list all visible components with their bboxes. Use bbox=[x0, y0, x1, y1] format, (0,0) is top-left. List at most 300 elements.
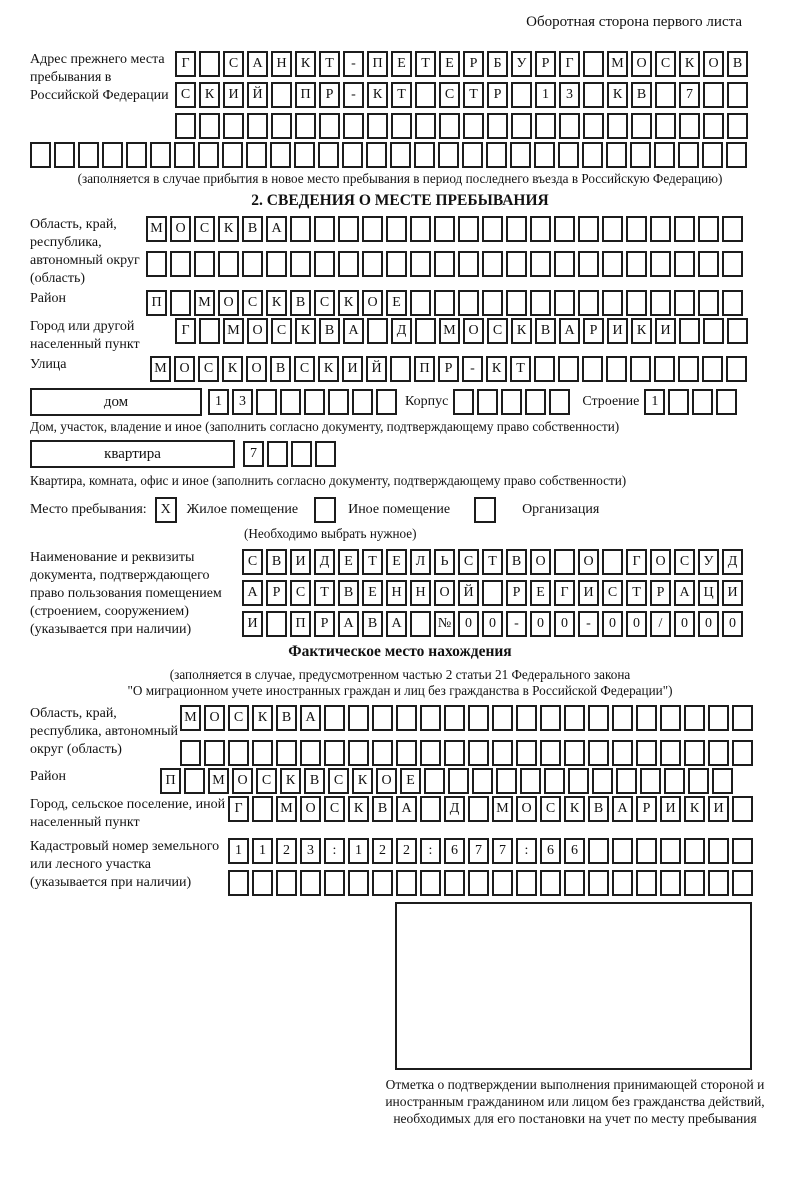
char-cell[interactable] bbox=[540, 870, 561, 896]
char-cell[interactable] bbox=[660, 838, 681, 864]
char-cell[interactable] bbox=[390, 356, 411, 382]
char-cell[interactable]: В bbox=[362, 611, 383, 637]
char-cell[interactable] bbox=[271, 82, 292, 108]
char-cell[interactable] bbox=[180, 740, 201, 766]
char-cell[interactable] bbox=[434, 290, 455, 316]
char-cell[interactable]: О bbox=[218, 290, 239, 316]
char-cell[interactable]: 1 bbox=[348, 838, 369, 864]
char-cell[interactable] bbox=[280, 389, 301, 415]
char-cell[interactable]: 1 bbox=[208, 389, 229, 415]
char-cell[interactable] bbox=[592, 768, 613, 794]
char-cell[interactable]: С bbox=[328, 768, 349, 794]
char-cell[interactable]: Е bbox=[386, 290, 407, 316]
char-cell[interactable]: 1 bbox=[644, 389, 665, 415]
char-cell[interactable]: В bbox=[242, 216, 263, 242]
char-cell[interactable] bbox=[664, 768, 685, 794]
char-cell[interactable]: 7 bbox=[243, 441, 264, 467]
char-cell[interactable]: Е bbox=[338, 549, 359, 575]
char-cell[interactable]: А bbox=[247, 51, 268, 77]
char-cell[interactable] bbox=[674, 216, 695, 242]
char-cell[interactable]: Т bbox=[319, 51, 340, 77]
char-cell[interactable] bbox=[549, 389, 570, 415]
char-cell[interactable]: К bbox=[486, 356, 507, 382]
char-cell[interactable] bbox=[636, 705, 657, 731]
char-cell[interactable]: Ц bbox=[698, 580, 719, 606]
char-cell[interactable] bbox=[342, 142, 363, 168]
char-cell[interactable] bbox=[588, 740, 609, 766]
char-cell[interactable]: Р bbox=[487, 82, 508, 108]
char-cell[interactable] bbox=[30, 142, 51, 168]
char-cell[interactable]: М bbox=[439, 318, 460, 344]
char-cell[interactable]: Н bbox=[410, 580, 431, 606]
char-cell[interactable] bbox=[535, 113, 556, 139]
char-cell[interactable]: К bbox=[266, 290, 287, 316]
char-cell[interactable] bbox=[328, 389, 349, 415]
char-cell[interactable] bbox=[612, 740, 633, 766]
char-cell[interactable] bbox=[708, 705, 729, 731]
char-cell[interactable] bbox=[199, 113, 220, 139]
char-cell[interactable] bbox=[554, 290, 575, 316]
char-cell[interactable] bbox=[439, 113, 460, 139]
char-cell[interactable] bbox=[698, 251, 719, 277]
char-cell[interactable] bbox=[348, 740, 369, 766]
char-cell[interactable] bbox=[606, 356, 627, 382]
char-cell[interactable] bbox=[54, 142, 75, 168]
char-cell[interactable] bbox=[462, 142, 483, 168]
char-cell[interactable] bbox=[362, 216, 383, 242]
char-cell[interactable]: К bbox=[607, 82, 628, 108]
char-cell[interactable] bbox=[174, 142, 195, 168]
char-cell[interactable] bbox=[482, 290, 503, 316]
char-cell[interactable] bbox=[223, 113, 244, 139]
char-cell[interactable]: : bbox=[324, 838, 345, 864]
char-cell[interactable] bbox=[175, 113, 196, 139]
char-cell[interactable]: К bbox=[348, 796, 369, 822]
char-cell[interactable] bbox=[252, 870, 273, 896]
char-cell[interactable]: Р bbox=[636, 796, 657, 822]
char-cell[interactable] bbox=[420, 870, 441, 896]
char-cell[interactable] bbox=[319, 113, 340, 139]
char-cell[interactable]: Й bbox=[458, 580, 479, 606]
char-cell[interactable]: К bbox=[352, 768, 373, 794]
char-cell[interactable] bbox=[315, 441, 336, 467]
char-cell[interactable]: 2 bbox=[372, 838, 393, 864]
char-cell[interactable] bbox=[534, 356, 555, 382]
char-cell[interactable] bbox=[338, 251, 359, 277]
char-cell[interactable]: 7 bbox=[468, 838, 489, 864]
char-cell[interactable] bbox=[198, 142, 219, 168]
char-cell[interactable] bbox=[698, 216, 719, 242]
char-cell[interactable] bbox=[410, 290, 431, 316]
char-cell[interactable]: О bbox=[463, 318, 484, 344]
char-cell[interactable]: К bbox=[684, 796, 705, 822]
char-cell[interactable]: К bbox=[252, 705, 273, 731]
char-cell[interactable] bbox=[410, 251, 431, 277]
char-cell[interactable]: Р bbox=[650, 580, 671, 606]
char-cell[interactable] bbox=[415, 318, 436, 344]
char-cell[interactable] bbox=[727, 113, 748, 139]
char-cell[interactable]: 7 bbox=[492, 838, 513, 864]
char-cell[interactable]: С bbox=[223, 51, 244, 77]
char-cell[interactable]: Б bbox=[487, 51, 508, 77]
char-cell[interactable] bbox=[266, 611, 287, 637]
char-cell[interactable] bbox=[486, 142, 507, 168]
char-cell[interactable] bbox=[732, 838, 753, 864]
char-cell[interactable] bbox=[612, 705, 633, 731]
char-cell[interactable] bbox=[424, 768, 445, 794]
char-cell[interactable] bbox=[170, 251, 191, 277]
char-cell[interactable] bbox=[348, 705, 369, 731]
char-cell[interactable]: И bbox=[342, 356, 363, 382]
char-cell[interactable] bbox=[290, 251, 311, 277]
char-cell[interactable] bbox=[276, 870, 297, 896]
char-cell[interactable] bbox=[472, 768, 493, 794]
char-cell[interactable] bbox=[170, 290, 191, 316]
char-cell[interactable]: Г bbox=[626, 549, 647, 575]
char-cell[interactable] bbox=[448, 768, 469, 794]
char-cell[interactable]: К bbox=[564, 796, 585, 822]
char-cell[interactable]: С bbox=[271, 318, 292, 344]
char-cell[interactable] bbox=[146, 251, 167, 277]
char-cell[interactable] bbox=[534, 142, 555, 168]
char-cell[interactable] bbox=[468, 796, 489, 822]
char-cell[interactable] bbox=[352, 389, 373, 415]
char-cell[interactable] bbox=[702, 356, 723, 382]
char-cell[interactable]: А bbox=[266, 216, 287, 242]
char-cell[interactable]: С bbox=[290, 580, 311, 606]
char-cell[interactable] bbox=[554, 549, 575, 575]
char-cell[interactable] bbox=[510, 142, 531, 168]
char-cell[interactable] bbox=[684, 870, 705, 896]
char-cell[interactable] bbox=[540, 740, 561, 766]
char-cell[interactable]: К bbox=[218, 216, 239, 242]
char-cell[interactable] bbox=[506, 251, 527, 277]
char-cell[interactable]: Р bbox=[535, 51, 556, 77]
char-cell[interactable] bbox=[324, 870, 345, 896]
char-cell[interactable]: С bbox=[198, 356, 219, 382]
char-cell[interactable] bbox=[626, 290, 647, 316]
char-cell[interactable] bbox=[222, 142, 243, 168]
char-cell[interactable] bbox=[588, 838, 609, 864]
char-cell[interactable] bbox=[602, 290, 623, 316]
char-cell[interactable] bbox=[410, 216, 431, 242]
char-cell[interactable] bbox=[674, 290, 695, 316]
char-cell[interactable]: Н bbox=[271, 51, 292, 77]
char-cell[interactable] bbox=[654, 142, 675, 168]
char-cell[interactable]: И bbox=[655, 318, 676, 344]
char-cell[interactable] bbox=[300, 740, 321, 766]
char-cell[interactable]: 0 bbox=[554, 611, 575, 637]
char-cell[interactable]: № bbox=[434, 611, 455, 637]
char-cell[interactable]: 0 bbox=[674, 611, 695, 637]
char-cell[interactable] bbox=[511, 113, 532, 139]
char-cell[interactable] bbox=[727, 82, 748, 108]
char-cell[interactable] bbox=[372, 705, 393, 731]
char-cell[interactable] bbox=[102, 142, 123, 168]
char-cell[interactable]: С bbox=[655, 51, 676, 77]
char-cell[interactable]: 6 bbox=[564, 838, 585, 864]
char-cell[interactable]: О bbox=[170, 216, 191, 242]
char-cell[interactable] bbox=[444, 740, 465, 766]
char-cell[interactable]: О bbox=[300, 796, 321, 822]
char-cell[interactable]: С bbox=[314, 290, 335, 316]
char-cell[interactable]: Д bbox=[722, 549, 743, 575]
char-cell[interactable] bbox=[266, 251, 287, 277]
char-cell[interactable]: П bbox=[367, 51, 388, 77]
char-cell[interactable]: Р bbox=[463, 51, 484, 77]
char-cell[interactable]: И bbox=[578, 580, 599, 606]
char-cell[interactable]: С bbox=[602, 580, 623, 606]
char-cell[interactable]: - bbox=[343, 82, 364, 108]
char-cell[interactable]: Т bbox=[463, 82, 484, 108]
char-cell[interactable]: М bbox=[208, 768, 229, 794]
char-cell[interactable] bbox=[602, 549, 623, 575]
char-cell[interactable] bbox=[650, 216, 671, 242]
char-cell[interactable]: И bbox=[242, 611, 263, 637]
char-cell[interactable] bbox=[348, 870, 369, 896]
char-cell[interactable] bbox=[716, 389, 737, 415]
char-cell[interactable]: А bbox=[674, 580, 695, 606]
char-cell[interactable]: О bbox=[434, 580, 455, 606]
char-cell[interactable] bbox=[438, 142, 459, 168]
char-cell[interactable]: К bbox=[199, 82, 220, 108]
char-cell[interactable] bbox=[343, 113, 364, 139]
char-cell[interactable]: Д bbox=[314, 549, 335, 575]
char-cell[interactable] bbox=[612, 870, 633, 896]
char-cell[interactable] bbox=[712, 768, 733, 794]
char-cell[interactable] bbox=[708, 740, 729, 766]
char-cell[interactable]: Г bbox=[175, 51, 196, 77]
char-cell[interactable] bbox=[588, 870, 609, 896]
char-cell[interactable]: М bbox=[492, 796, 513, 822]
char-cell[interactable] bbox=[732, 796, 753, 822]
char-cell[interactable] bbox=[684, 740, 705, 766]
char-cell[interactable]: Л bbox=[410, 549, 431, 575]
char-cell[interactable]: У bbox=[511, 51, 532, 77]
char-cell[interactable]: Р bbox=[438, 356, 459, 382]
char-cell[interactable] bbox=[242, 251, 263, 277]
char-cell[interactable]: П bbox=[146, 290, 167, 316]
char-cell[interactable]: М bbox=[276, 796, 297, 822]
char-cell[interactable]: О bbox=[362, 290, 383, 316]
char-cell[interactable] bbox=[492, 870, 513, 896]
char-cell[interactable] bbox=[318, 142, 339, 168]
char-cell[interactable] bbox=[582, 142, 603, 168]
char-cell[interactable] bbox=[726, 142, 747, 168]
char-cell[interactable]: - bbox=[343, 51, 364, 77]
char-cell[interactable]: Н bbox=[386, 580, 407, 606]
char-cell[interactable] bbox=[520, 768, 541, 794]
char-cell[interactable] bbox=[583, 113, 604, 139]
char-cell[interactable] bbox=[636, 740, 657, 766]
char-cell[interactable]: В bbox=[266, 549, 287, 575]
char-cell[interactable] bbox=[722, 290, 743, 316]
char-cell[interactable]: Т bbox=[626, 580, 647, 606]
char-cell[interactable]: Е bbox=[439, 51, 460, 77]
char-cell[interactable] bbox=[444, 870, 465, 896]
char-cell[interactable] bbox=[650, 290, 671, 316]
char-cell[interactable]: 0 bbox=[626, 611, 647, 637]
char-cell[interactable] bbox=[688, 768, 709, 794]
char-cell[interactable] bbox=[530, 290, 551, 316]
char-cell[interactable]: - bbox=[462, 356, 483, 382]
char-cell[interactable]: 3 bbox=[559, 82, 580, 108]
char-cell[interactable]: М bbox=[607, 51, 628, 77]
char-cell[interactable]: 0 bbox=[698, 611, 719, 637]
char-cell[interactable] bbox=[492, 705, 513, 731]
char-cell[interactable] bbox=[420, 796, 441, 822]
char-cell[interactable] bbox=[300, 870, 321, 896]
char-cell[interactable]: В bbox=[535, 318, 556, 344]
char-cell[interactable] bbox=[150, 142, 171, 168]
char-cell[interactable] bbox=[616, 768, 637, 794]
char-cell[interactable] bbox=[722, 216, 743, 242]
char-cell[interactable]: А bbox=[300, 705, 321, 731]
char-cell[interactable] bbox=[702, 142, 723, 168]
char-cell[interactable] bbox=[732, 740, 753, 766]
char-cell[interactable] bbox=[270, 142, 291, 168]
char-cell[interactable] bbox=[501, 389, 522, 415]
char-cell[interactable]: К bbox=[679, 51, 700, 77]
char-cell[interactable] bbox=[564, 870, 585, 896]
char-cell[interactable]: Г bbox=[228, 796, 249, 822]
char-cell[interactable] bbox=[434, 216, 455, 242]
char-cell[interactable]: О bbox=[174, 356, 195, 382]
char-cell[interactable]: Р bbox=[266, 580, 287, 606]
char-cell[interactable] bbox=[525, 389, 546, 415]
char-cell[interactable]: К bbox=[367, 82, 388, 108]
char-cell[interactable]: Р bbox=[319, 82, 340, 108]
char-cell[interactable] bbox=[338, 216, 359, 242]
char-cell[interactable] bbox=[267, 441, 288, 467]
char-cell[interactable]: М bbox=[180, 705, 201, 731]
char-cell[interactable]: Й bbox=[247, 82, 268, 108]
char-cell[interactable] bbox=[558, 142, 579, 168]
char-cell[interactable] bbox=[372, 740, 393, 766]
char-cell[interactable]: 3 bbox=[232, 389, 253, 415]
char-cell[interactable]: К bbox=[280, 768, 301, 794]
char-cell[interactable]: : bbox=[420, 838, 441, 864]
checkbox-organizatsiya[interactable] bbox=[474, 497, 496, 523]
char-cell[interactable] bbox=[708, 838, 729, 864]
char-cell[interactable] bbox=[276, 740, 297, 766]
char-cell[interactable] bbox=[626, 216, 647, 242]
char-cell[interactable] bbox=[78, 142, 99, 168]
char-cell[interactable]: В bbox=[588, 796, 609, 822]
char-cell[interactable] bbox=[506, 290, 527, 316]
char-cell[interactable]: И bbox=[722, 580, 743, 606]
char-cell[interactable] bbox=[247, 113, 268, 139]
char-cell[interactable] bbox=[583, 51, 604, 77]
char-cell[interactable] bbox=[578, 251, 599, 277]
char-cell[interactable] bbox=[468, 705, 489, 731]
char-cell[interactable] bbox=[708, 870, 729, 896]
char-cell[interactable]: М bbox=[150, 356, 171, 382]
char-cell[interactable] bbox=[684, 705, 705, 731]
char-cell[interactable] bbox=[630, 142, 651, 168]
char-cell[interactable] bbox=[602, 251, 623, 277]
char-cell[interactable] bbox=[554, 251, 575, 277]
char-cell[interactable] bbox=[684, 838, 705, 864]
char-cell[interactable]: С bbox=[175, 82, 196, 108]
char-cell[interactable]: Е bbox=[391, 51, 412, 77]
char-cell[interactable]: В bbox=[506, 549, 527, 575]
char-cell[interactable] bbox=[468, 740, 489, 766]
char-cell[interactable]: В bbox=[304, 768, 325, 794]
char-cell[interactable]: В bbox=[270, 356, 291, 382]
char-cell[interactable] bbox=[366, 142, 387, 168]
char-cell[interactable] bbox=[256, 389, 277, 415]
char-cell[interactable]: Т bbox=[314, 580, 335, 606]
char-cell[interactable]: О bbox=[650, 549, 671, 575]
char-cell[interactable]: С bbox=[540, 796, 561, 822]
char-cell[interactable]: О bbox=[516, 796, 537, 822]
char-cell[interactable]: / bbox=[650, 611, 671, 637]
char-cell[interactable] bbox=[468, 870, 489, 896]
char-cell[interactable] bbox=[630, 356, 651, 382]
char-cell[interactable]: А bbox=[396, 796, 417, 822]
char-cell[interactable] bbox=[679, 113, 700, 139]
char-cell[interactable]: С bbox=[674, 549, 695, 575]
char-cell[interactable]: В bbox=[338, 580, 359, 606]
char-cell[interactable]: П bbox=[414, 356, 435, 382]
char-cell[interactable] bbox=[252, 796, 273, 822]
char-cell[interactable]: 0 bbox=[530, 611, 551, 637]
char-cell[interactable]: С bbox=[458, 549, 479, 575]
char-cell[interactable] bbox=[376, 389, 397, 415]
char-cell[interactable] bbox=[458, 251, 479, 277]
char-cell[interactable] bbox=[463, 113, 484, 139]
char-cell[interactable]: И bbox=[708, 796, 729, 822]
char-cell[interactable] bbox=[194, 251, 215, 277]
char-cell[interactable] bbox=[506, 216, 527, 242]
char-cell[interactable]: 3 bbox=[300, 838, 321, 864]
checkbox-inoe[interactable] bbox=[314, 497, 336, 523]
char-cell[interactable]: В bbox=[290, 290, 311, 316]
char-cell[interactable]: М bbox=[223, 318, 244, 344]
char-cell[interactable]: Т bbox=[482, 549, 503, 575]
checkbox-zhiloe[interactable]: X bbox=[155, 497, 177, 523]
char-cell[interactable]: И bbox=[290, 549, 311, 575]
char-cell[interactable] bbox=[458, 216, 479, 242]
char-cell[interactable] bbox=[578, 216, 599, 242]
char-cell[interactable]: Т bbox=[415, 51, 436, 77]
char-cell[interactable]: С bbox=[242, 549, 263, 575]
char-cell[interactable] bbox=[655, 82, 676, 108]
char-cell[interactable] bbox=[530, 251, 551, 277]
char-cell[interactable]: С bbox=[439, 82, 460, 108]
char-cell[interactable] bbox=[396, 705, 417, 731]
char-cell[interactable] bbox=[204, 740, 225, 766]
char-cell[interactable] bbox=[636, 838, 657, 864]
char-cell[interactable] bbox=[564, 740, 585, 766]
char-cell[interactable]: О bbox=[246, 356, 267, 382]
char-cell[interactable]: С bbox=[228, 705, 249, 731]
char-cell[interactable] bbox=[578, 290, 599, 316]
char-cell[interactable] bbox=[516, 705, 537, 731]
char-cell[interactable]: - bbox=[506, 611, 527, 637]
char-cell[interactable]: О bbox=[530, 549, 551, 575]
char-cell[interactable]: 0 bbox=[482, 611, 503, 637]
char-cell[interactable] bbox=[612, 838, 633, 864]
char-cell[interactable] bbox=[726, 356, 747, 382]
char-cell[interactable]: Т bbox=[391, 82, 412, 108]
char-cell[interactable]: В bbox=[372, 796, 393, 822]
char-cell[interactable] bbox=[415, 113, 436, 139]
char-cell[interactable]: О bbox=[204, 705, 225, 731]
char-cell[interactable] bbox=[607, 113, 628, 139]
char-cell[interactable]: 0 bbox=[722, 611, 743, 637]
